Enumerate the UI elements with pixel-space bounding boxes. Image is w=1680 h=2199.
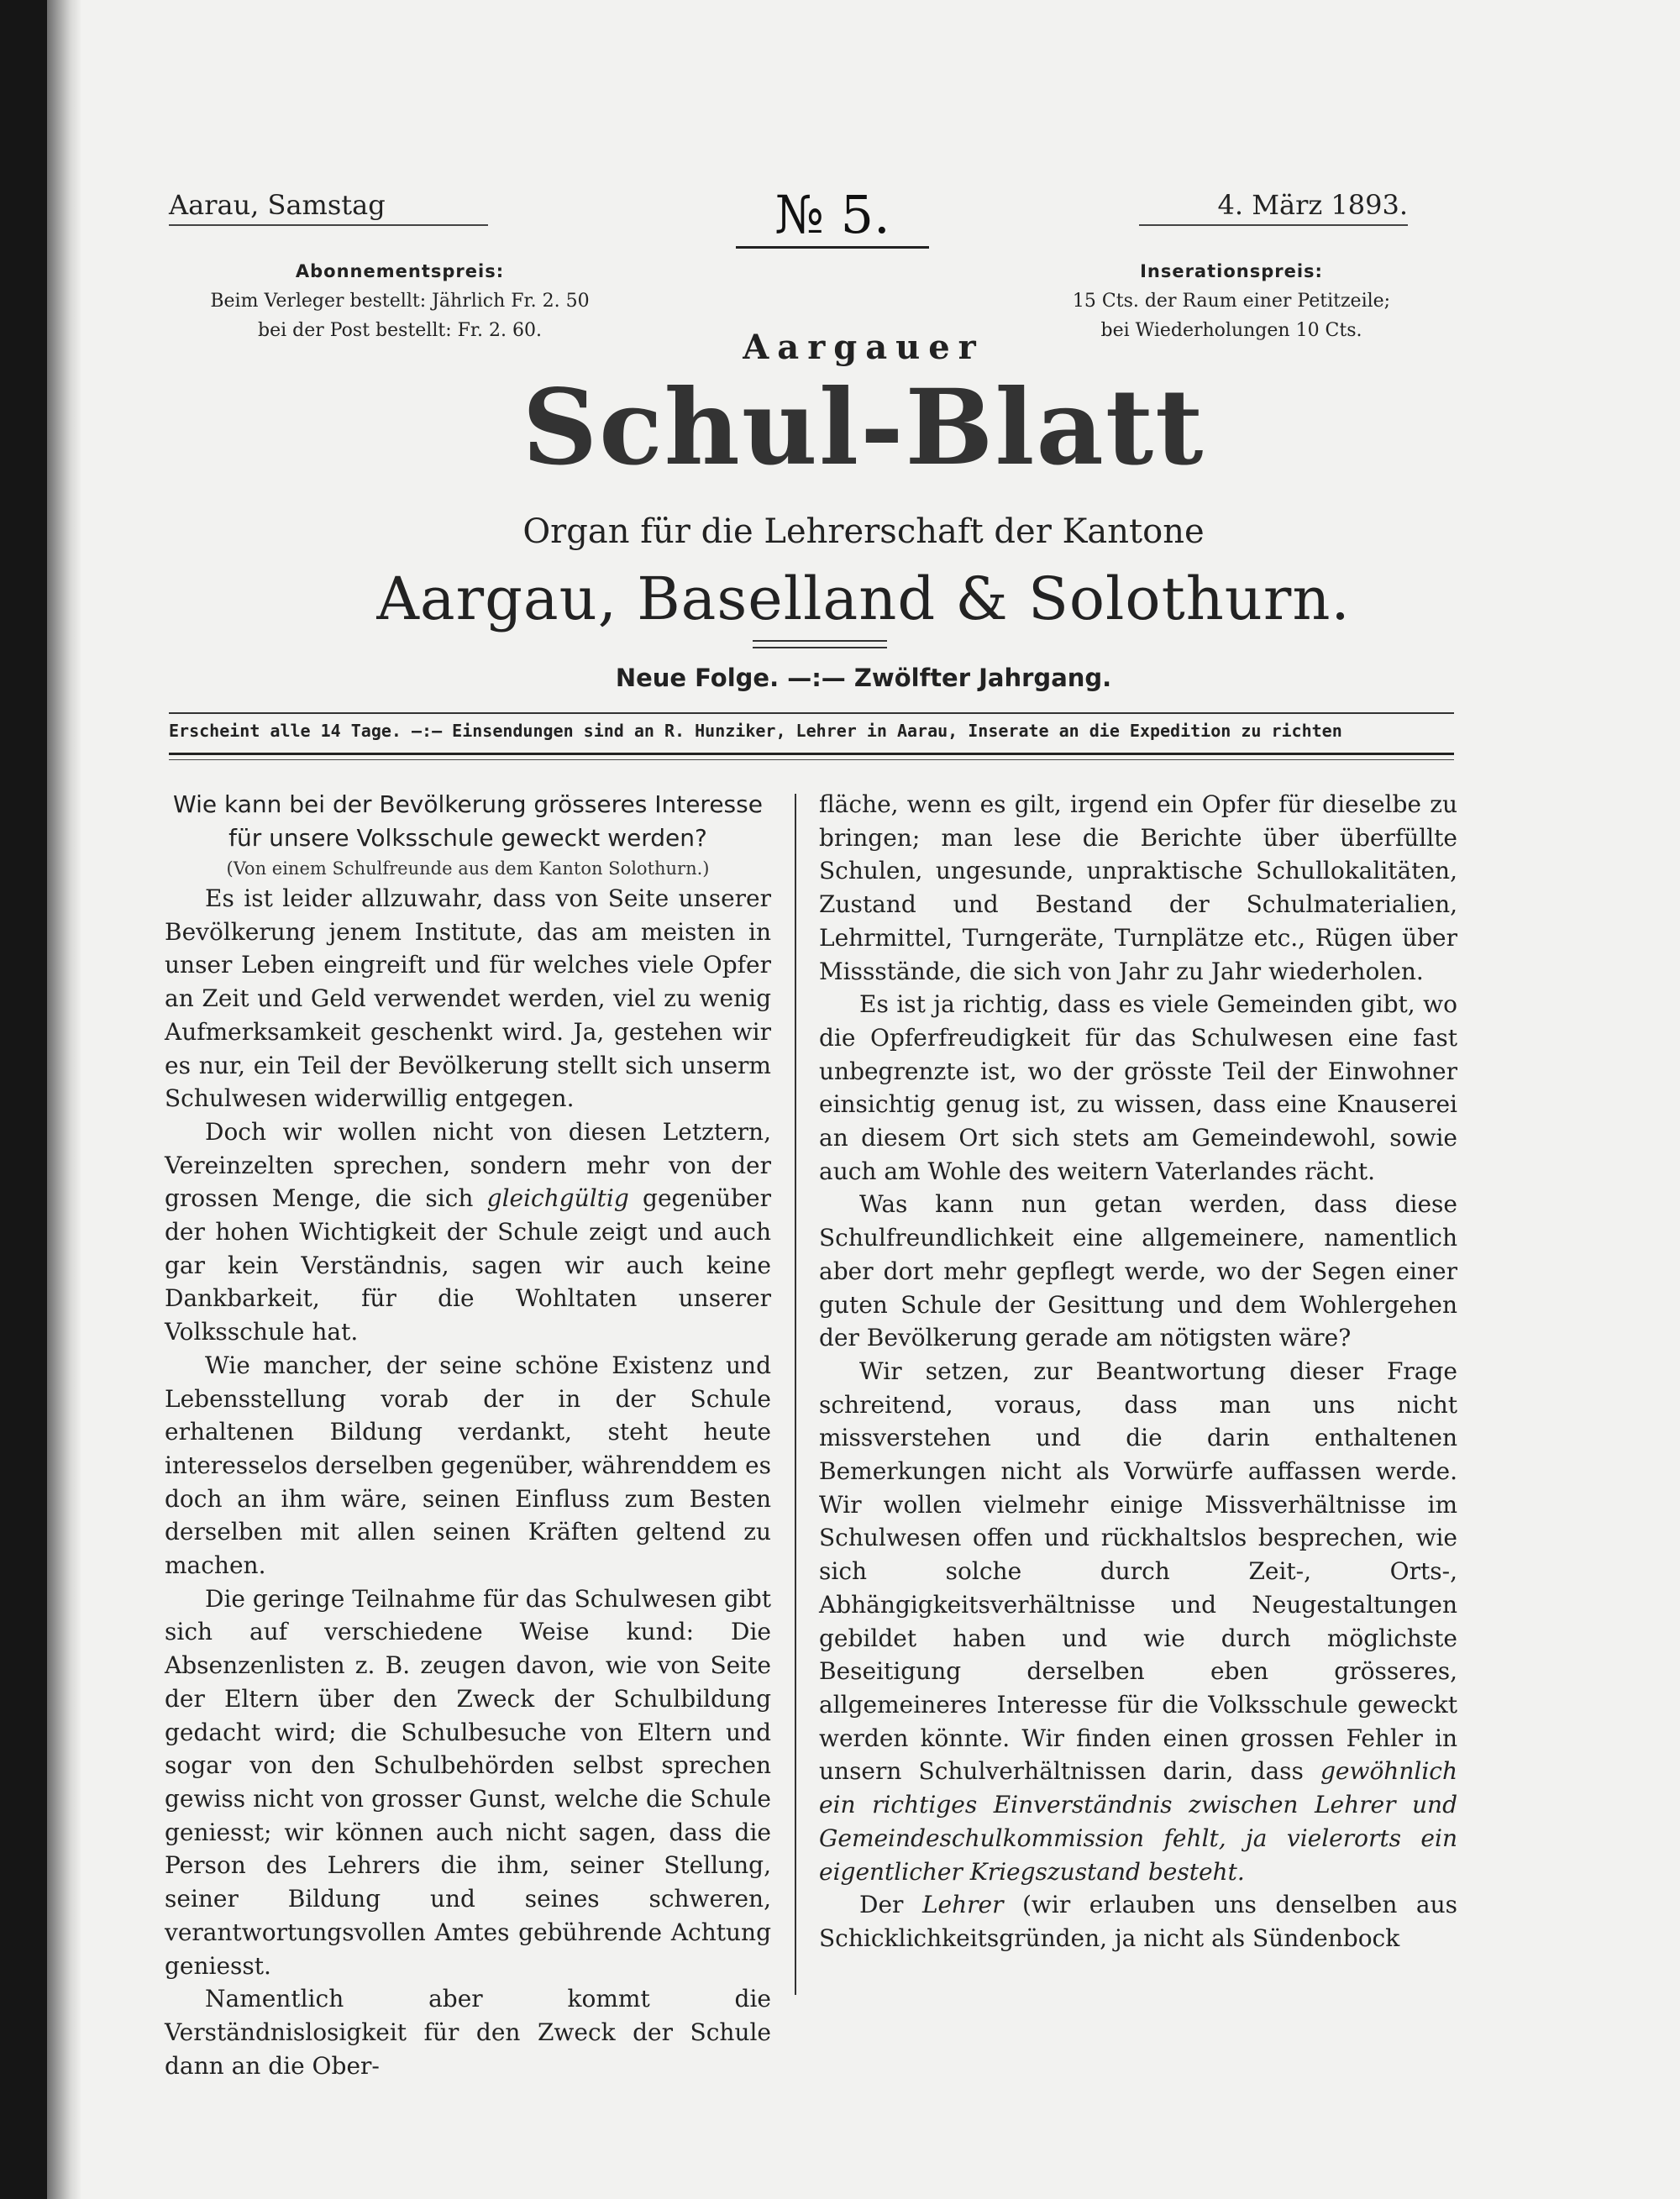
masthead-organ: Organ für die Lehrerschaft der Kantone xyxy=(522,512,1205,551)
column-separator xyxy=(795,794,796,1995)
masthead-series: Neue Folge. —:— Zwölfter Jahrgang. xyxy=(615,664,1112,692)
paragraph: Was kann nun getan werden, dass diese Schulfreundlichkeit eine allgemeinere, namentlich aber dort mehr gepflegt werde, wo der Segen einer guten Schule der Gesittung und dem Wohlergehen der Bevölkerung gerade am nötigsten wäre? xyxy=(819,1190,1457,1352)
paragraph: fläche, wenn es gilt, irgend ein Opfer für dieselbe zu bringen; man lese die Berichte über überfüllte Schulen, ungesunde, unpraktische Schullokalitäten, Zustand und Bestand der Schulmaterialien, Lehrmittel, Turngeräte, Turnplätze etc., Rügen über Missstände, die sich von Jahr zu Jahr wiederholen. xyxy=(819,790,1457,985)
article-column-left xyxy=(165,788,771,2082)
subscription-heading: Abonnementspreis: xyxy=(295,261,505,281)
subscription-line-1: Beim Verleger bestellt: Jährlich Fr. 2. 50 xyxy=(210,291,590,312)
paragraph: Namentlich aber kommt die Verständnislosigkeit für den Zweck der Schule dann an die Ober- xyxy=(165,1985,771,2080)
publication-notice: Erscheint alle 14 Tage. —:— Einsendungen sind an R. Hunziker, Lehrer in Aarau, Inserate an die Expedition zu richten xyxy=(169,721,1342,741)
advertising-line-1: 15 Cts. der Raum einer Petitzeile; xyxy=(1072,291,1391,312)
paragraph: Wie mancher, der seine schöne Existenz und Lebensstellung vorab der in der Schule erhaltenen Bildung verdankt, steht heute interesselos derselben gegenüber, währenddem es doch an ihm wäre, seinen Einfluss zum Besten derselben mit allen seinen Kräften geltend zu machen. xyxy=(165,1351,771,1580)
ornament-rule xyxy=(753,640,887,648)
paragraph: Es ist ja richtig, dass es viele Gemeinden gibt, wo die Opferfreudigkeit für das Schulwesen eine fast unbegrenzte ist, wo der grösste Teil der Einwohner einsichtig genug ist, zu wissen, dass eine Knauserei an diesem Ort sich stets am Gemeindewohl, sowie auch am Wohle des weitern Vaterlandes rächt. xyxy=(819,990,1457,1185)
paragraph: Der Lehrer (wir erlauben uns denselben aus Schicklichkeitsgründen, ja nicht als Sündenbock xyxy=(819,1891,1457,1952)
advertising-heading: Inserationspreis: xyxy=(1140,261,1323,281)
advertising-line-2: bei Wiederholungen 10 Cts. xyxy=(1100,320,1362,341)
notice-rule-top xyxy=(169,712,1454,714)
paragraph: Es ist leider allzuwahr, dass von Seite unserer Bevölkerung jenem Institute, das am meisten in unser Leben eingreift und für welches viele Opfer an Zeit und Geld verwendet werden, viel zu wenig Aufmerksamkeit geschenkt wird. Ja, gestehen wir es nur, ein Teil der Bevölkerung stellt sich unserm Schulwesen widerwillig entgegen. xyxy=(165,884,771,1113)
newspaper-page xyxy=(47,0,1680,2199)
italic-text: gewöhnlich ein richtiges Einverständnis zwischen Lehrer und Gemeindeschulkommission fehlt, ja vielerorts ein eigentlicher Kriegszustand besteht. xyxy=(819,1757,1457,1886)
italic-text: Lehrer xyxy=(921,1891,1004,1919)
masthead-regions: Aargau, Baselland & Solothurn. xyxy=(376,564,1351,633)
paragraph: Die geringe Teilnahme für das Schulwesen gibt sich auf verschiedene Weise kund: Die Absenzenlisten z. B. zeugen davon, wie von Seite der Eltern über den Zweck der Schulbildung gedacht wird; die Schulbesuche von Eltern und sogar von den Schulbehörden selbst sprechen gewiss nicht von grosser Gunst, welche die Schule geniesst; wir können auch nicht sagen, dass die Person des Lehrers die ihm, seiner Stellung, seiner Bildung und seines schweren, verantwortungsvollen Amtes gebührende Achtung geniesst. xyxy=(165,1584,771,1980)
paragraph: Wir setzen, zur Beantwortung dieser Frage schreitend, voraus, dass man uns nicht missverstehen und die darin enthaltenen Bemerkungen nicht als Vorwürfe auffassen werde. Wir wollen vielmehr einige Missverhältnisse im Schulwesen offen und rückhaltslos besprechen, wie sich solche durch Zeit-, Orts-, Abhängigkeitsverhältnisse und Neugestaltungen gebildet haben und wie durch möglichste Beseitigung derselben eben grösseres, allgemeineres Interesse für die Volksschule geweckt werden könnte. Wir finden einen grossen Fehler in unsern Schulverhältnissen darin, dass gewöhnlich ein richtiges Einverständnis zwischen Lehrer und Gemeindeschulkommission fehlt, ja vielerorts ein eigentlicher Kriegszustand besteht. xyxy=(819,1357,1457,1886)
masthead-title: Schul-Blatt xyxy=(522,367,1205,489)
masthead-pretitle: Aargauer xyxy=(743,328,984,367)
issue-date: 4. März 1893. xyxy=(1139,189,1408,226)
subscription-line-2: bei der Post bestellt: Fr. 2. 60. xyxy=(258,320,542,341)
issue-number: № 5. xyxy=(736,189,929,249)
article-column-right xyxy=(819,788,1457,1955)
notice-rule-bottom xyxy=(169,753,1454,755)
article-byline: (Von einem Schulfreunde aus dem Kanton Solothurn.) xyxy=(226,858,710,879)
article-title-line-1: Wie kann bei der Bevölkerung grösseres Interesse xyxy=(173,790,763,818)
article-title-line-2: für unsere Volksschule geweckt werden? xyxy=(228,824,707,852)
paragraph: Doch wir wollen nicht von diesen Letztern, Vereinzelten sprechen, sondern mehr von der grossen Menge, die sich gleichgültig gegenüber der hohen Wichtigkeit der Schule zeigt und auch gar kein Verständnis, sagen wir auch keine Dankbarkeit, für die Wohltaten unserer Volksschule hat. xyxy=(165,1117,771,1346)
place-day: Aarau, Samstag xyxy=(169,189,488,226)
notice-rule-bottom-thin xyxy=(169,759,1454,760)
italic-text: gleichgültig xyxy=(486,1184,629,1213)
